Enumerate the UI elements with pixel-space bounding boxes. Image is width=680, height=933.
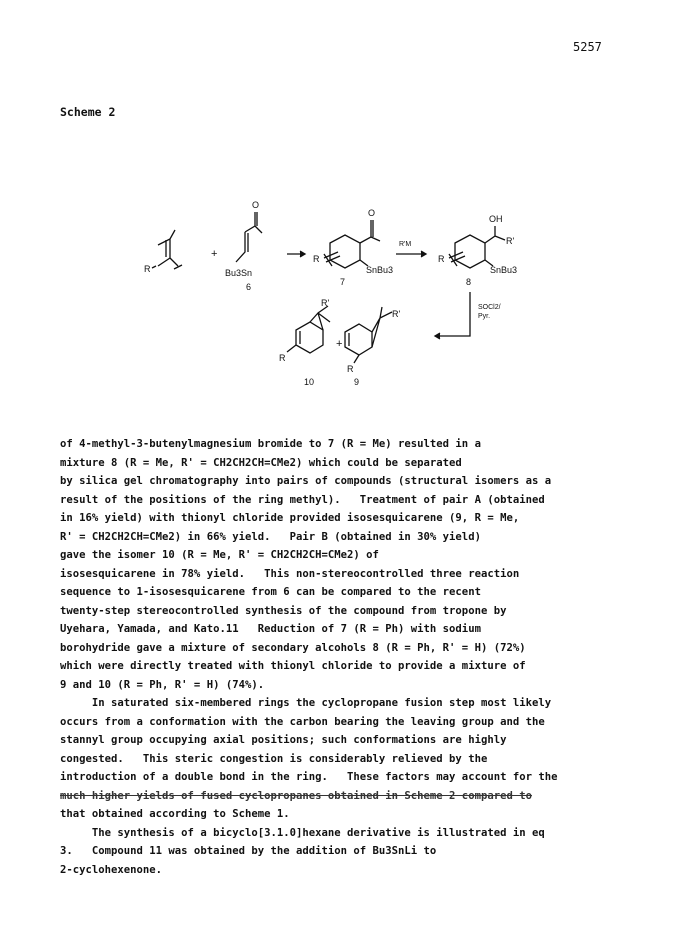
text-line: Uyehara, Yamada, and Kato.11 Reduction of 7 (R = Ph) with sodium: [60, 623, 481, 635]
substituent-r-9: R: [347, 364, 354, 374]
text-line: 2-cyclohexenone.: [60, 863, 163, 876]
text-line: twenty-step stereocontrolled synthesis of the compound from tropone by: [60, 604, 507, 617]
text-line: which were directly treated with thionyl chloride to provide a mixture of: [60, 660, 526, 672]
substituent-r-prime-8: R': [506, 236, 515, 246]
substituent-r-10: R: [279, 353, 286, 363]
compound-number-7: 7: [340, 277, 346, 287]
text-line: In saturated six-membered rings the cyclopropane fusion step most likely: [60, 697, 552, 709]
compound-10-structure: [287, 306, 330, 353]
compound-9-structure: [345, 307, 392, 363]
compound-6-structure: [236, 212, 262, 262]
pyridine-label: Pyr.: [478, 313, 491, 320]
hydroxyl-label-8: OH: [489, 214, 503, 224]
plus-sign-1: +: [211, 248, 218, 260]
text-line: result of the positions of the ring methyl). Treatment of pair A (obtained: [60, 493, 545, 506]
compound-number-6: 6: [246, 282, 252, 292]
diene-structure: [152, 230, 182, 269]
plus-sign-2: +: [336, 338, 343, 350]
struck-text-line: much higher yields of fused cyclopropanes obtained in Scheme 2 compared to: [60, 789, 532, 802]
paragraph-3: [60, 824, 640, 880]
oxygen-label-6: O: [252, 200, 260, 210]
substituent-r-prime-10: R': [321, 298, 330, 308]
compound-number-10: 10: [304, 377, 315, 387]
reaction-arrow-3: [436, 292, 470, 336]
text-line: in 16% yield) with thionyl chloride provided isosesquicarene (9, R = Me,: [60, 512, 520, 524]
substituent-r-diene: R: [144, 264, 151, 274]
compound-7-structure: [324, 220, 380, 268]
text-line: 9 and 10 (R = Ph, R' = H) (74%).: [60, 678, 265, 691]
oxygen-label-7: O: [368, 208, 376, 218]
compound-number-9: 9: [354, 377, 360, 387]
text-line: congested. This steric congestion is considerably relieved by the: [60, 752, 488, 765]
arrow-reagent-label: R'M: [399, 241, 412, 248]
text-line: introduction of a double bond in the ring. These factors may account for the: [60, 771, 558, 783]
text-line: gave the isomer 10 (R = Me, R' = CH2CH2CH=CMe2) of: [60, 549, 379, 561]
tributylstannyl-label: Bu3Sn: [225, 268, 253, 278]
text-line: borohydride gave a mixture of secondary alcohols 8 (R = Ph, R' = H) (72%): [60, 641, 526, 654]
text-line: The synthesis of a bicyclo[3.1.0]hexane derivative is illustrated in eq: [60, 826, 545, 839]
text-line: mixture 8 (R = Me, R' = CH2CH2CH=CMe2) which could be separated: [60, 456, 462, 469]
thionyl-chloride-label: SOCl2/: [478, 304, 501, 311]
stannyl-label-8: SnBu3: [490, 265, 518, 275]
text-line: that obtained according to Scheme 1.: [60, 808, 290, 820]
scheme-title: Scheme 2: [60, 105, 116, 119]
substituent-r-8: R: [438, 254, 445, 264]
paragraph-2: [60, 694, 640, 824]
text-line: of 4-methyl-3-butenylmagnesium bromide to 7 (R = Me) resulted in a: [60, 438, 481, 450]
substituent-r-7: R: [313, 254, 320, 264]
text-line: occurs from a conformation with the carbon bearing the leaving group and the: [60, 715, 545, 728]
text-line: stannyl group occupying axial positions; such conformations are highly: [60, 734, 507, 746]
scheme-2-diagram: [0, 0, 680, 420]
text-line: isosesquicarene in 78% yield. This non-stereocontrolled three reaction: [60, 567, 520, 580]
stannyl-label-7: SnBu3: [366, 265, 394, 275]
text-line: by silica gel chromatography into pairs of compounds (structural isomers as a: [60, 475, 552, 487]
text-line: sequence to 1-isosesquicarene from 6 can be compared to the recent: [60, 586, 481, 598]
page-number: 5257: [573, 40, 602, 54]
text-line: 3. Compound 11 was obtained by the addition of Bu3SnLi to: [60, 845, 437, 857]
text-line: R' = CH2CH2CH=CMe2) in 66% yield. Pair B (obtained in 30% yield): [60, 530, 481, 543]
substituent-r-prime-9: R': [392, 309, 401, 319]
paragraph-1: [60, 435, 640, 694]
body-text: [60, 435, 640, 879]
compound-8-structure: [449, 226, 505, 268]
compound-number-8: 8: [466, 277, 472, 287]
